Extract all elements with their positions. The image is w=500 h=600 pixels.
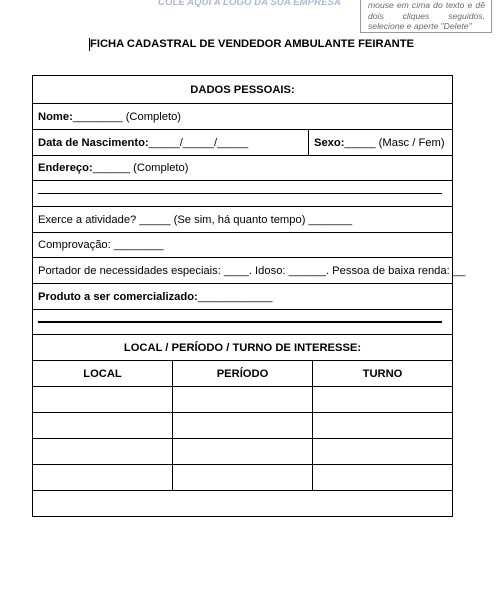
product-continuation-row[interactable] — [33, 310, 452, 335]
shift-cell[interactable] — [313, 465, 452, 490]
sex-field[interactable]: _____ (Masc / Fem) — [344, 136, 445, 149]
birth-date-field[interactable]: _____/_____/_____ — [148, 136, 249, 149]
section-header-location — [33, 335, 452, 361]
registration-form — [32, 75, 466, 517]
table-row — [33, 387, 452, 413]
special-needs-row[interactable] — [33, 258, 466, 284]
notes-row[interactable] — [33, 491, 452, 516]
shift-cell[interactable] — [313, 439, 452, 464]
product-field[interactable]: ____________ — [197, 290, 273, 303]
table-row — [33, 413, 452, 439]
blank-line — [38, 321, 442, 323]
section-title: LOCAL / PERÍODO / TURNO DE INTERESSE: — [123, 341, 362, 354]
address-field[interactable]: ______ (Completo) — [92, 162, 189, 174]
sex-cell[interactable] — [309, 130, 450, 155]
local-cell[interactable] — [33, 413, 173, 438]
column-header-shift: TURNO — [362, 367, 403, 380]
product-row[interactable] — [33, 284, 452, 310]
section-header-personal-data — [33, 76, 452, 104]
logo-placeholder: COLE AQUI A LOGO DA SUA EMPRESA — [158, 0, 341, 8]
instruction-note-box[interactable]: mouse em cima do texto e dê dois cliques seguidos, selecione e aperte "Delete" — [360, 0, 492, 33]
name-field[interactable]: ________ (Completo) — [72, 110, 182, 123]
column-header-local: LOCAL — [33, 361, 173, 386]
period-cell[interactable] — [173, 413, 313, 438]
table-row — [33, 465, 452, 491]
table-row — [33, 439, 452, 465]
period-cell[interactable] — [173, 439, 313, 464]
address-continuation-row[interactable] — [33, 181, 452, 207]
birth-sex-row — [33, 130, 452, 156]
activity-text[interactable]: Exerce a atividade? _____ (Se sim, há quanto tempo) _______ — [38, 213, 353, 226]
shift-cell[interactable] — [313, 387, 452, 412]
section-title: DADOS PESSOAIS: — [190, 83, 295, 96]
name-label: Nome: — [38, 110, 73, 123]
period-cell[interactable] — [173, 465, 313, 490]
activity-row[interactable] — [33, 207, 452, 233]
table-header-row — [33, 361, 452, 387]
local-cell[interactable] — [33, 387, 173, 412]
period-cell[interactable] — [173, 387, 313, 412]
proof-text[interactable]: Comprovação: ________ — [38, 239, 164, 251]
sex-label: Sexo: — [314, 136, 345, 149]
name-row[interactable] — [33, 104, 452, 130]
proof-row[interactable] — [33, 233, 452, 258]
birth-date-label: Data de Nascimento: — [38, 136, 149, 149]
blank-line — [38, 193, 442, 194]
local-cell[interactable] — [33, 465, 173, 490]
special-needs-text[interactable]: Portador de necessidades especiais: ____. Idoso: ______. Pessoa de baixa renda: __ — [38, 264, 466, 277]
product-label: Produto a ser comercializado: — [38, 290, 198, 303]
address-label: Endereço: — [38, 162, 93, 174]
column-header-period: PERÍODO — [173, 361, 313, 386]
address-row[interactable] — [33, 156, 452, 181]
birth-date-cell[interactable] — [33, 130, 309, 155]
document-title: FICHA CADASTRAL DE VENDEDOR AMBULANTE FEIRANTE — [90, 38, 415, 50]
local-cell[interactable] — [33, 439, 173, 464]
shift-cell[interactable] — [313, 413, 452, 438]
